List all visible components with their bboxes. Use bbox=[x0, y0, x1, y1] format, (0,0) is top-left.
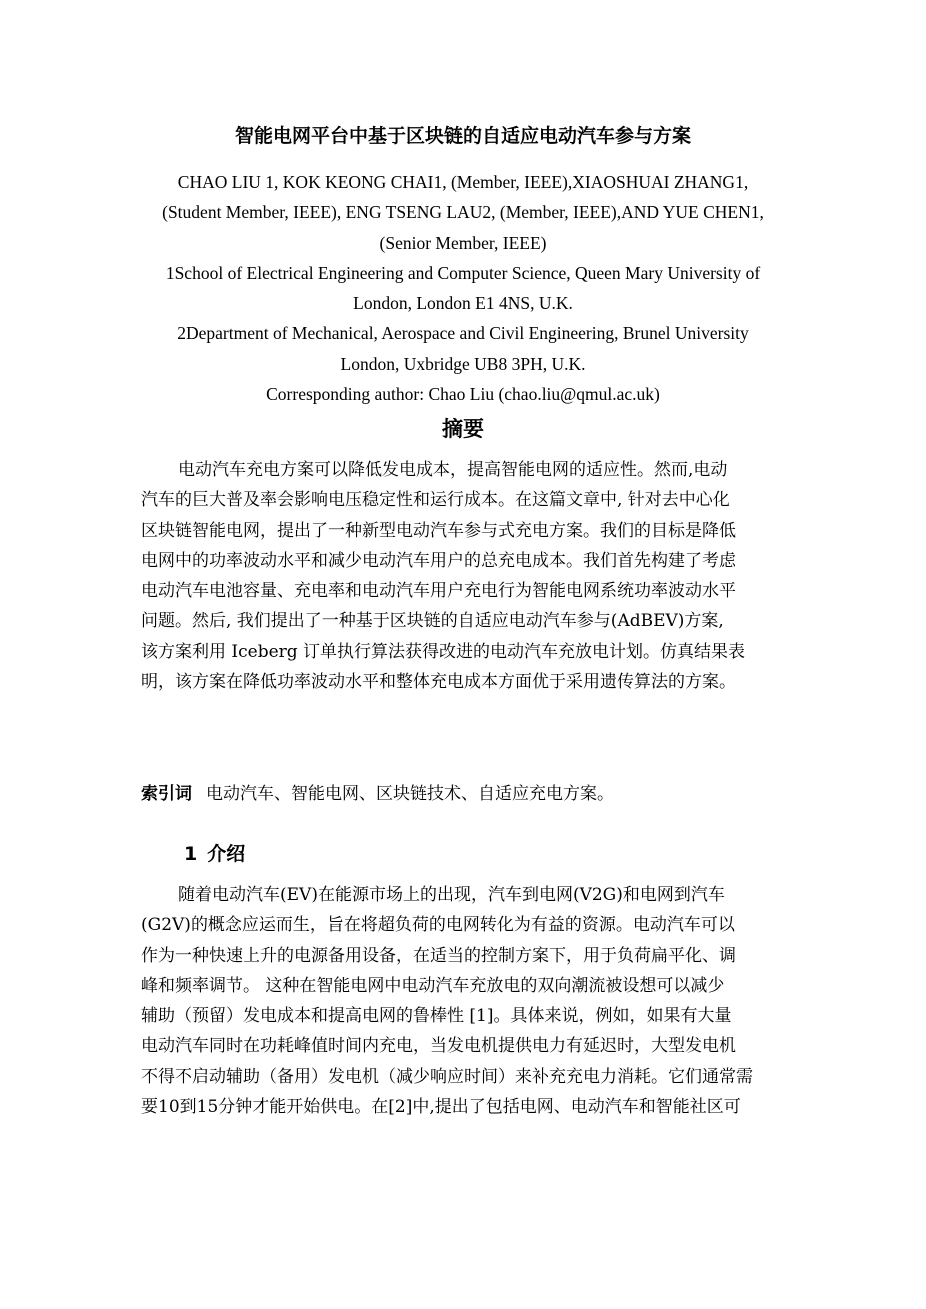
corresponding-author: Corresponding author: Chao Liu (chao.liu@qmul.ac.uk) bbox=[266, 384, 660, 405]
body-line: 随着电动汽车(EV)在能源市场上的出现，汽车到电网(V2G)和电网到汽车 bbox=[178, 885, 725, 905]
author-line: (Senior Member, IEEE) bbox=[379, 232, 547, 253]
body-line: 要10到15分钟才能开始供电。在[2]中,提出了包括电网、电动汽车和智能社区可 bbox=[141, 1097, 741, 1118]
author-line: (Student Member, IEEE), ENG TSENG LAU2, (Member, IEEE),AND YUE CHEN1, bbox=[162, 202, 764, 223]
keywords-text: 电动汽车、智能电网、区块链技术、自适应充电方案。 bbox=[206, 784, 614, 804]
keywords-label: 索引词 bbox=[141, 784, 192, 804]
abstract-line: 电动汽车电池容量、充电率和电动汽车用户充电行为智能电网系统功率波动水平 bbox=[141, 581, 736, 602]
intro-paragraph bbox=[141, 880, 791, 1122]
body-line: 电动汽车同时在功耗峰值时间内充电，当发电机提供电力有延迟时，大型发电机 bbox=[141, 1036, 736, 1057]
section-heading bbox=[184, 839, 245, 869]
abstract-paragraph bbox=[141, 455, 791, 697]
body-line: 辅助（预留）发电成本和提高电网的鲁棒性 [1]。具体来说，例如，如果有大量 bbox=[141, 1006, 732, 1027]
body-line: 作为一种快速上升的电源备用设备，在适当的控制方案下，用于负荷扁平化、调 bbox=[141, 945, 736, 966]
affiliation-line: London, Uxbridge UB8 3PH, U.K. bbox=[340, 353, 586, 374]
paper-title: 智能电网平台中基于区块链的自适应电动汽车参与方案 bbox=[234, 125, 691, 147]
keywords bbox=[141, 779, 791, 809]
author-affiliation-block bbox=[140, 167, 786, 409]
body-line: 峰和频率调节。 这种在智能电网中电动汽车充放电的双向潮流被设想可以减少 bbox=[141, 975, 725, 996]
affiliation-line: 1School of Electrical Engineering and Computer Science, Queen Mary University of bbox=[165, 262, 761, 283]
affiliation-line: 2Department of Mechanical, Aerospace and Civil Engineering, Brunel University bbox=[177, 323, 749, 344]
section-number: 1 bbox=[184, 843, 198, 865]
abstract-line: 明，该方案在降低功率波动水平和整体充电成本方面优于采用遗传算法的方案。 bbox=[141, 672, 736, 693]
author-line: CHAO LIU 1, KOK KEONG CHAI1, (Member, IEEE),XIAOSHUAI ZHANG1, bbox=[177, 172, 749, 192]
body-line: (G2V)的概念应运而生，旨在将超负荷的电网转化为有益的资源。电动汽车可以 bbox=[141, 915, 735, 936]
abstract-line: 问题。然后, 我们提出了一种基于区块链的自适应电动汽车参与(AdBEV)方案, bbox=[141, 611, 724, 632]
abstract-line: 电动汽车充电方案可以降低发电成本，提高智能电网的适应性。然而,电动 bbox=[178, 460, 728, 480]
abstract-line: 汽车的巨大普及率会影响电压稳定性和运行成本。在这篇文章中, 针对去中心化 bbox=[141, 490, 730, 511]
abstract-line: 该方案利用 Iceberg 订单执行算法获得改进的电动汽车充放电计划。仿真结果表 bbox=[141, 641, 746, 662]
abstract-line: 区块链智能电网，提出了一种新型电动汽车参与式充电方案。我们的目标是降低 bbox=[141, 520, 736, 541]
abstract-line: 电网中的功率波动水平和减少电动汽车用户的总充电成本。我们首先构建了考虑 bbox=[141, 550, 736, 571]
abstract-heading: 摘要 bbox=[442, 417, 484, 441]
body-line: 不得不启动辅助（备用）发电机（减少响应时间）来补充充电力消耗。它们通常需 bbox=[141, 1066, 753, 1087]
affiliation-line: London, London E1 4NS, U.K. bbox=[353, 293, 573, 314]
section-title: 介绍 bbox=[207, 843, 246, 865]
